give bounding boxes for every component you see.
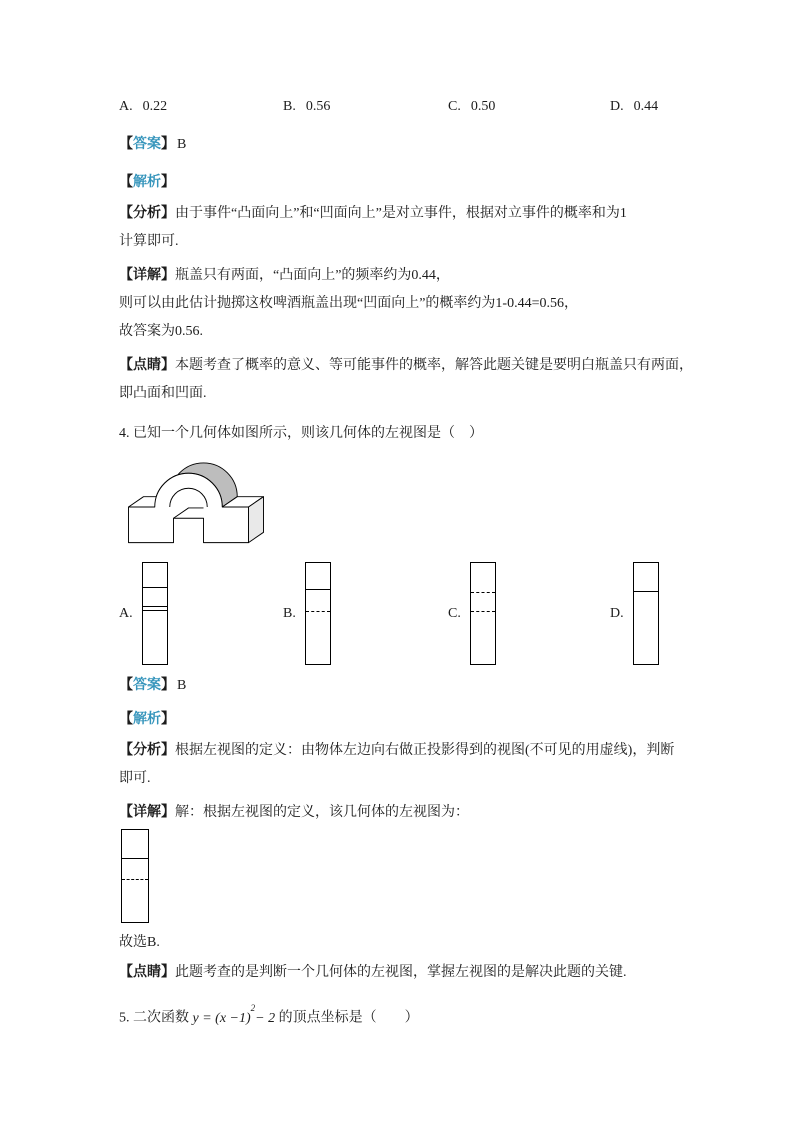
bracket-right: 】	[161, 137, 175, 152]
analysis-tag: 解析	[133, 175, 161, 190]
q5-title	[119, 999, 676, 1033]
q4-option-a	[119, 562, 283, 665]
q5-prefix: 5. 二次函数	[119, 1010, 189, 1026]
q4-comment-paragraph	[119, 959, 676, 987]
text-line	[119, 799, 676, 827]
text-line	[119, 352, 693, 380]
q4-jiexi-line	[119, 709, 676, 731]
text-line	[119, 737, 676, 765]
analysis-tag: 解析	[133, 712, 161, 727]
view-line-solid	[143, 587, 167, 588]
bracket-right: 】	[161, 712, 175, 727]
q4-geometry-figure	[121, 452, 676, 552]
document-content	[119, 96, 693, 1033]
bracket-left: 【	[119, 712, 133, 727]
q4-option-c	[448, 562, 610, 665]
text-line	[119, 200, 676, 228]
view-line-solid	[122, 858, 148, 859]
bracket-left: 【	[119, 678, 133, 693]
q3-comment-paragraph	[119, 352, 693, 408]
option-label: B.	[283, 99, 296, 114]
q3-detail-paragraph	[119, 262, 676, 346]
text: 解：根据左视图的定义，该几何体的左视图为：	[175, 805, 469, 820]
q4-analysis-paragraph	[119, 737, 676, 793]
q3-options-row	[119, 96, 676, 118]
option-value: 0.50	[470, 99, 496, 114]
q4-option-d	[610, 562, 676, 665]
q3-option-d	[610, 96, 676, 118]
option-value: 0.22	[142, 99, 168, 114]
text-line: 即凸面和凹面.	[119, 386, 207, 401]
option-value: 0.44	[633, 99, 659, 114]
q5-formula	[192, 1003, 276, 1026]
bracket-left: 【	[119, 137, 133, 152]
q4-option-b-figure	[305, 562, 331, 665]
text-line	[119, 959, 676, 987]
q4-answer-line	[119, 675, 676, 697]
option-label: A.	[119, 99, 133, 114]
arch-solid-drawing	[121, 452, 271, 547]
q3-answer-value: B	[177, 137, 187, 152]
q4-answer-value: B	[177, 678, 187, 693]
xiangjie-tag: 【详解】	[119, 805, 175, 820]
option-label: A.	[119, 605, 133, 621]
text: 由于事件“凸面向上”和“凹面向上”是对立事件，根据对立事件的概率和为1	[175, 206, 627, 221]
view-line-solid	[143, 606, 167, 607]
q4-title: 4. 已知一个几何体如图所示，则该几何体的左视图是（ ）	[119, 426, 483, 441]
view-line-dashed	[306, 611, 330, 612]
q5-suffix: 的顶点坐标是（ ）	[278, 1010, 419, 1026]
q4-conclusion: 故选B.	[119, 935, 160, 950]
text: 根据左视图的定义：由物体左边向右做正投影得到的视图(不可见的用虚线)，判断	[175, 743, 675, 758]
option-label: C.	[448, 99, 461, 114]
answer-tag: 答案	[133, 137, 161, 152]
q3-option-a	[119, 96, 283, 118]
text: 本题考查了概率的意义、等可能事件的概率，解答此题关键是要明白瓶盖只有两面，	[175, 358, 693, 373]
bracket-right: 】	[161, 175, 175, 190]
formula-exponent: 2	[250, 1003, 256, 1013]
option-label: D.	[610, 99, 624, 114]
q3-jiexi-line	[119, 172, 676, 194]
bracket-left: 【	[119, 175, 133, 190]
option-value: 0.56	[305, 99, 331, 114]
text-line: 计算即可.	[119, 234, 179, 249]
option-label: B.	[283, 605, 296, 621]
option-label: C.	[448, 605, 461, 621]
q4-option-b	[283, 562, 448, 665]
q4-detail-paragraph	[119, 799, 676, 827]
text-line: 即可.	[119, 771, 151, 786]
text: 瓶盖只有两面，“凸面向上”的频率约为0.44，	[175, 268, 450, 283]
q3-option-c	[448, 96, 610, 118]
view-line-solid	[634, 591, 658, 592]
view-line-solid	[143, 610, 167, 611]
formula-tail: − 2	[255, 1010, 276, 1026]
q4-leftview-figure	[121, 829, 149, 923]
bracket-right: 】	[161, 678, 175, 693]
text-line	[119, 262, 676, 290]
q4-option-d-figure	[633, 562, 659, 665]
q3-answer-line	[119, 134, 676, 156]
q3-analysis-paragraph	[119, 200, 676, 256]
dianjing-tag: 【点睛】	[119, 965, 175, 980]
fenxi-tag: 【分析】	[119, 743, 175, 758]
view-line-solid	[306, 589, 330, 590]
fenxi-tag: 【分析】	[119, 206, 175, 221]
view-line-dashed	[122, 879, 148, 880]
text: 此题考查的是判断一个几何体的左视图，掌握左视图的是解决此题的关键.	[175, 965, 627, 980]
option-label: D.	[610, 605, 624, 621]
q3-option-b	[283, 96, 448, 118]
view-line-dashed	[471, 611, 495, 612]
q4-option-c-figure	[470, 562, 496, 665]
q4-options-row	[119, 562, 676, 665]
view-line-dashed	[471, 592, 495, 593]
q4-option-a-figure	[142, 562, 168, 665]
answer-tag: 答案	[133, 678, 161, 693]
dianjing-tag: 【点睛】	[119, 358, 175, 373]
xiangjie-tag: 【详解】	[119, 268, 175, 283]
text-line: 故答案为0.56.	[119, 324, 203, 339]
text-line: 则可以由此估计抛掷这枚啤酒瓶盖出现“凹面向上”的概率约为1-0.44=0.56，	[119, 296, 578, 311]
formula-base: y = (x −1)	[192, 1010, 251, 1026]
